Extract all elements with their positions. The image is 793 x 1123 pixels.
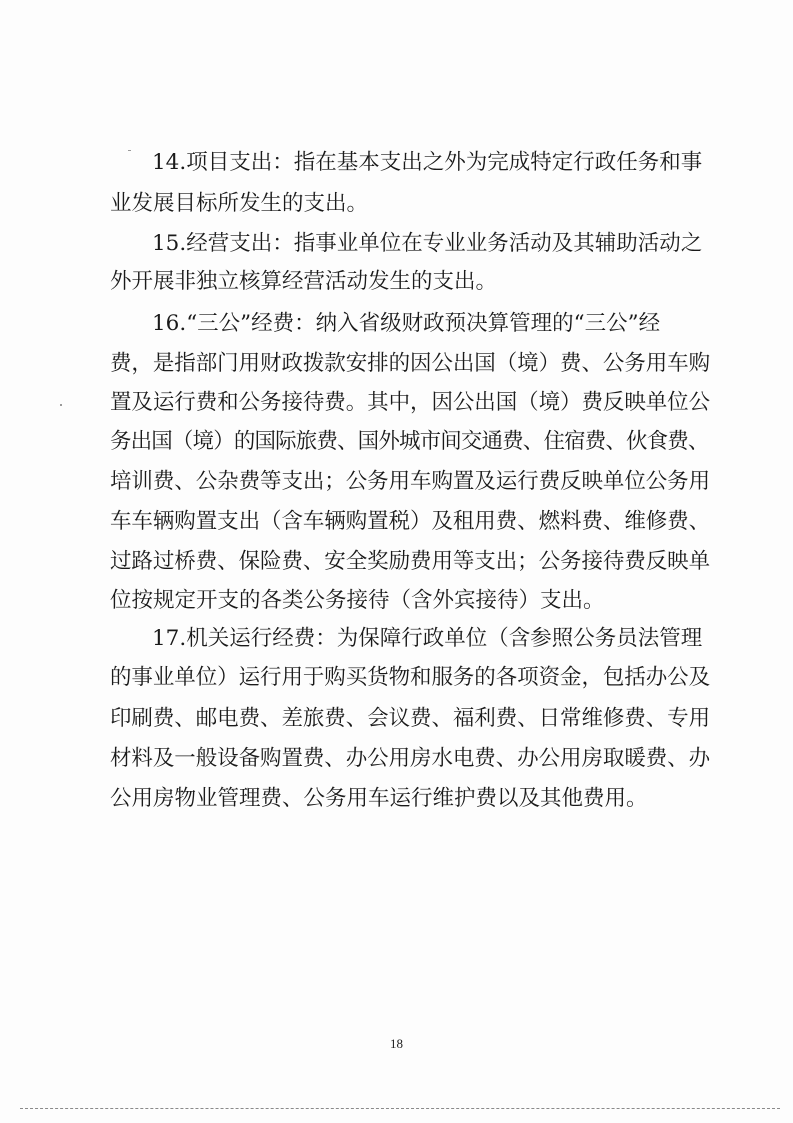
scan-bottom-edge	[20, 1108, 780, 1110]
paragraph-16-line-4: 务出国（境）的国际旅费、国外城市间交通费、住宿费、伙食费、	[110, 429, 709, 454]
paragraph-17-line-4: 材料及一般设备购置费、办公用房水电费、办公用房取暖费、办	[110, 746, 711, 771]
scan-speck	[128, 150, 131, 151]
paragraph-16-line-7: 过路过桥费、保险费、安全奖励费用等支出；公务接待费反映单	[110, 549, 711, 574]
paragraph-16-line-2: 费，是指部门用财政拨款安排的因公出国（境）费、公务用车购	[110, 351, 711, 376]
paragraph-16-line-5: 培训费、公杂费等支出；公务用车购置及运行费反映单位公务用	[110, 469, 711, 494]
paragraph-16-line-1: 16.“三公”经费：纳入省级财政预决算管理的“三公”经	[152, 311, 661, 336]
paragraph-17-line-1: 17.机关运行经费：为保障行政单位（含参照公务员法管理	[152, 626, 703, 651]
paragraph-16-line-6: 车车辆购置支出（含车辆购置税）及租用费、燃料费、维修费、	[110, 509, 711, 534]
paragraph-16-line-8: 位按规定开支的各类公务接待（含外宾接待）支出。	[110, 588, 605, 613]
paragraph-17-line-3: 印刷费、邮电费、差旅费、会议费、福利费、日常维修费、专用	[110, 706, 711, 731]
paragraph-15-line-2: 外开展非独立核算经营活动发生的支出。	[110, 269, 498, 294]
paragraph-17-line-5: 公用房物业管理费、公务用车运行维护费以及其他费用。	[110, 786, 648, 811]
paragraph-15-line-1: 15.经营支出：指事业单位在专业业务活动及其辅助活动之	[152, 231, 703, 256]
page-number: 18	[390, 1036, 403, 1051]
paragraph-16-line-3: 置及运行费和公务接待费。其中，因公出国（境）费反映单位公	[110, 390, 711, 415]
scan-speck	[60, 404, 62, 406]
paragraph-14-line-2: 业发展目标所发生的支出。	[110, 191, 369, 216]
paragraph-17-line-2: 的事业单位）运行用于购买货物和服务的各项资金，包括办公及	[110, 665, 711, 690]
paragraph-14-line-1: 14.项目支出：指在基本支出之外为完成特定行政任务和事	[152, 150, 703, 175]
